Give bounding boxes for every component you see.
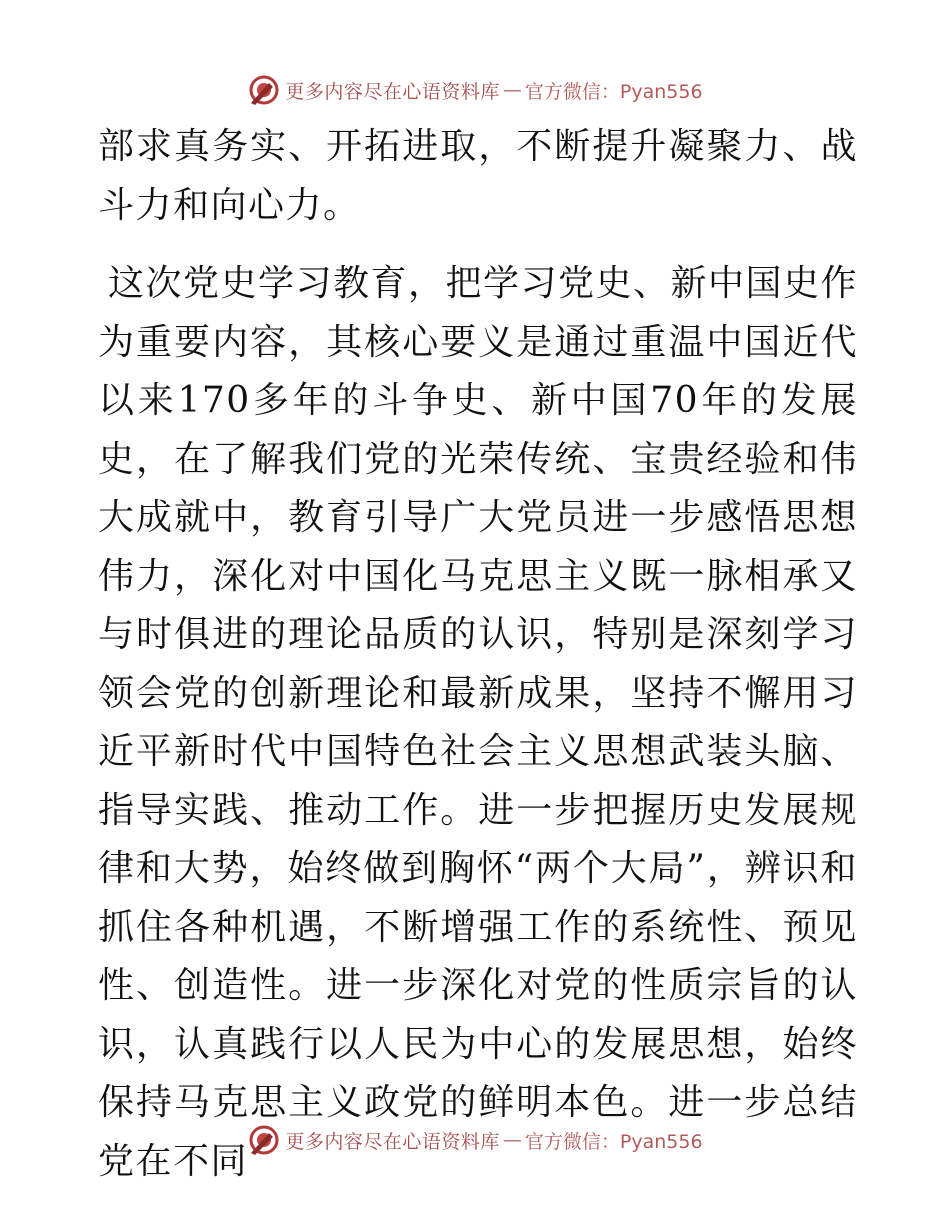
footer-contact-text: 官方微信：Pyan556 xyxy=(524,1130,703,1153)
pen-logo-icon xyxy=(247,73,281,107)
pen-logo-icon xyxy=(247,1123,281,1157)
footer-banner xyxy=(0,1120,950,1160)
footer-separator: — xyxy=(502,1129,522,1151)
footer-brand-text: 更多内容尽在心语资料库 xyxy=(285,1130,500,1153)
document-body xyxy=(98,118,858,1191)
header-separator: — xyxy=(502,79,522,101)
header-brand-text: 更多内容尽在心语资料库 xyxy=(285,80,500,103)
paragraph-2: 这次党史学习教育，把学习党史、新中国史作为重要内容，其核心要义是通过重温中国近代以来170多年的斗争史、新中国70年的发展史，在了解我们党的光荣传统、宝贵经验和伟大成就中，教育引导广大党员进一步感悟思想伟力，深化对中国化马克思主义既一脉相承又与时俱进的理论品质的认识，特别是深刻学习领会党的创新理论和最新成果，坚持不懈用习近平新时代中国特色社会主义思想武装头脑、指导实践、推动工作。进一步把握历史发展规律和大势，始终做到胸怀“两个大局”，辨识和抓住各种机遇，不断增强工作的系统性、预见性、创造性。进一步深化对党的性质宗旨的认识，认真践行以人民为中心的发展思想，始终保持马克思主义政党的鲜明本色。进一步总结党在不同 xyxy=(98,263,859,1182)
paragraph-1: 部求真务实、开拓进取，不断提升凝聚力、战斗力和向心力。 xyxy=(98,126,858,226)
header-banner xyxy=(0,70,950,110)
header-contact-text: 官方微信：Pyan556 xyxy=(524,80,703,103)
